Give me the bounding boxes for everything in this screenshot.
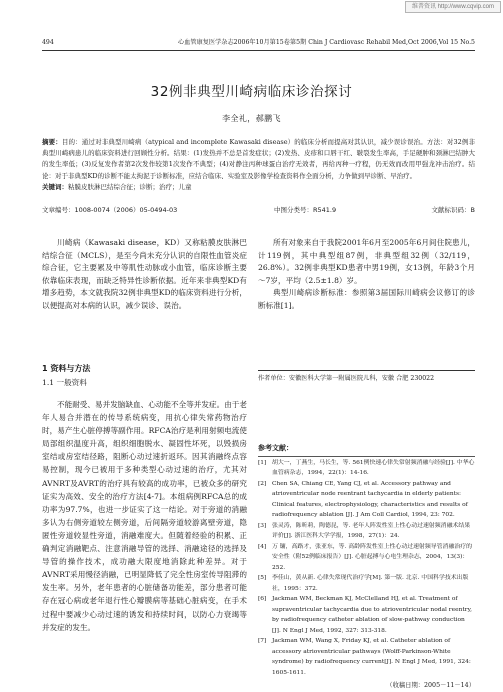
keywords-text: 粘膜皮肤淋巴结综合征；诊断；治疗；儿童 [68, 182, 192, 191]
criteria-paragraph: 典型川崎病诊断标准：参照第3届国际川崎病会议修订的诊断标准[1]。 [258, 288, 475, 310]
intro-paragraph: 川崎病（Kawasaki disease，KD）又称粘膜皮肤淋巴结综合征（MCLS），是至今尚未充分认识的自限性血管炎症综合征，它主要累及中等肌性动脉或小血管，临床诊断主要依靠临床表现，而缺乏特异性诊断依据。近年来非典型KD有增多趋势，本文就我院32例非典型KD的临床资料进行分析，以便提高对本病的认识，减少误诊、误治。 [42, 238, 247, 310]
page-number: 494 [42, 39, 54, 46]
running-header [42, 38, 475, 51]
abstract-text: 目的：通过对非典型川崎病（atypical and incomplete Kawasaki disease）的临床分析而提高对其认识，减少误诊误治。方法：对32例非典型川崎病患儿的临床资料进行回顾性分析。结果：(1)发热并不总是首发症状；(2)发热、皮疹和口唇干红、皲裂发生率高，手足硬肿和颈淋巴结肿大的发生率低；(3)反复发作者第2次发作较第1次发作不典型；(4)对静注丙种球蛋白治疗无效者，再给丙种一疗程，仍无效而改用甲强龙冲击治疗。结论：对于非典型KD的诊断不能太拘泥于诊断标准，应结合临床、实验室及影像学检查资料作全面分析，力争做到早诊断、早治疗。 [42, 138, 475, 180]
reference-item: [7] Jackman WM, Wang X, Friday KJ, et al. Catheter ablation of accessory atrioventricular pathways (Wolff-Parkinson-White syndrome) by radiofrequency current[J]. N Engl J Med, 1991, 324: 1605-1611. [258, 638, 471, 676]
reference-item: [2] Chen SA, Chiang CE, Yang CJ, et al. Accessory pathway and atrioventricular node reentrant tachycardia in elderly patients: Clinical features, electrophysiology, characteristics and results of radiofrequency ablation [J]. J Am Coll Cardiol, 1994, 23: 702. [258, 480, 468, 518]
document-code: 文献标识码：B [431, 206, 475, 214]
reference-item: [3] 张灵涛，陈昕莉，陶德昆，等. 老年人阵发性室上性心动过速射频消融术结果评价[J]. 浙江医科大学学报，1998，27(1)：24. [258, 522, 471, 539]
received-date: （收稿日期：2005－11－14） [386, 682, 475, 689]
abstract-label: 摘要： [42, 138, 62, 146]
body-left-column [42, 398, 247, 634]
reference-item: [5] 李佳山，黄从新. 心律失常现代治疗学[M]. 第一版. 北京. 中国科学技术出版社，1995：372. [258, 575, 469, 592]
body-paragraph: 不能耐受、易并发脑缺血、心动能不全等并发症。由于老年人易合并潜在的传导系统病变，用抗心律失常药物治疗时，易产生心脏停搏等副作用。RFCA治疗是利用射频电流使局部组织温度升高，组织细胞脱水、凝固性坏死，以毁损房室结或房室结径路，阻断心动过速折返环。因其消融终点容易控制，现今已被用于多种类型心动过速的治疗，尤其对AVNRT及AVRT的治疗具有较高的成功率，已被众多的研究证实为高效、安全的治疗方法[4-7]。本组病例RFCA总的成功率为97.7%，也进一步证实了这一结论。对于旁道的消融多认为右侧旁道较左侧旁道，后间隔旁道较游离壁旁道，隐匿性旁道较显性旁道，消融难度大。但随着经验的积累、正确判定消融靶点、注意消融导管的选择、消融途径的选择及导管的操作技术，成功融大限度地消除此种差异。对于AVNRT采用慢径消融，已明显降低了完全性房室传导阻滞的发生率。另外，老年患者的心脏储备功能差，部分患者可能存在冠心病或老年退行性心瓣膜病等基础心脏病变，在手术过程中要减少心动过速的诱发和持续时间，以防心力衰竭等并发症的发生。 [42, 400, 247, 632]
article-authors: 李全礼，郝鹏飞 [222, 114, 281, 123]
intro-right-column [258, 237, 475, 313]
reference-item: [6] Jackman WM, Beckman KJ, McClelland HJ, et al. Treatment of supraventricular tachycardia due to atrioventricular nodal reentry, by radiofrequency catheter ablation of slow-pathway conduction [J]. N Engl J Med, 1992, 327: 313-318. [258, 596, 472, 634]
watermark-link[interactable]: 维普资讯 http://www.cqvip.com [405, 1, 501, 13]
clc-number: 中图分类号：R541.9 [274, 206, 337, 214]
article-title: 32例非典型川崎病临床诊治探讨 [150, 84, 353, 100]
section-heading: 1 资料与方法 [42, 364, 91, 373]
journal-reference: 心血管康复医学杂志2006年10月第15卷第5期 Chin J Cardiovasc Rehabil Med,Oct 2006,Vol 15 No.5 [178, 39, 475, 46]
article-number: 文章编号：1008-0074（2006）05-0494-03 [42, 206, 178, 214]
intro-left-column [42, 237, 247, 313]
author-affiliation: 作者单位：安徽医科大学第一附属医院儿科，安徽 合肥 230022 [258, 370, 475, 384]
references-block [258, 443, 475, 692]
reference-item: [1] 胡大一，丁燕生，马长生，等. 561例快速心律失常射频消融与经验[J]. 中华心血管病杂志，1994，22(1)：14-16. [258, 459, 475, 476]
references-heading: 参考文献： [258, 443, 475, 457]
keywords-label: 关键词： [42, 182, 68, 191]
cohort-paragraph: 所有对象来自于我院2001年6月至2005年6月间住院患儿，计119例，其中典型组87例，非典型组32例（32/119，26.8%）。32例非典型KD患者中男19例，女13例，年龄3个月～7岁，平均（2.5±1.8）岁。 [258, 238, 475, 285]
subsection-heading: 1.1 一般资料 [42, 378, 87, 387]
abstract-block [42, 137, 475, 193]
article-meta [42, 205, 475, 216]
reference-item: [4] 万 镛，高路才，张亚东，等. 高龄阵发性室上性心动过速射频导管消融治疗的安全性（附52例临床报告）[J]. 心脏起搏与心电生理杂志，2004，13(3)：252. [258, 543, 473, 571]
